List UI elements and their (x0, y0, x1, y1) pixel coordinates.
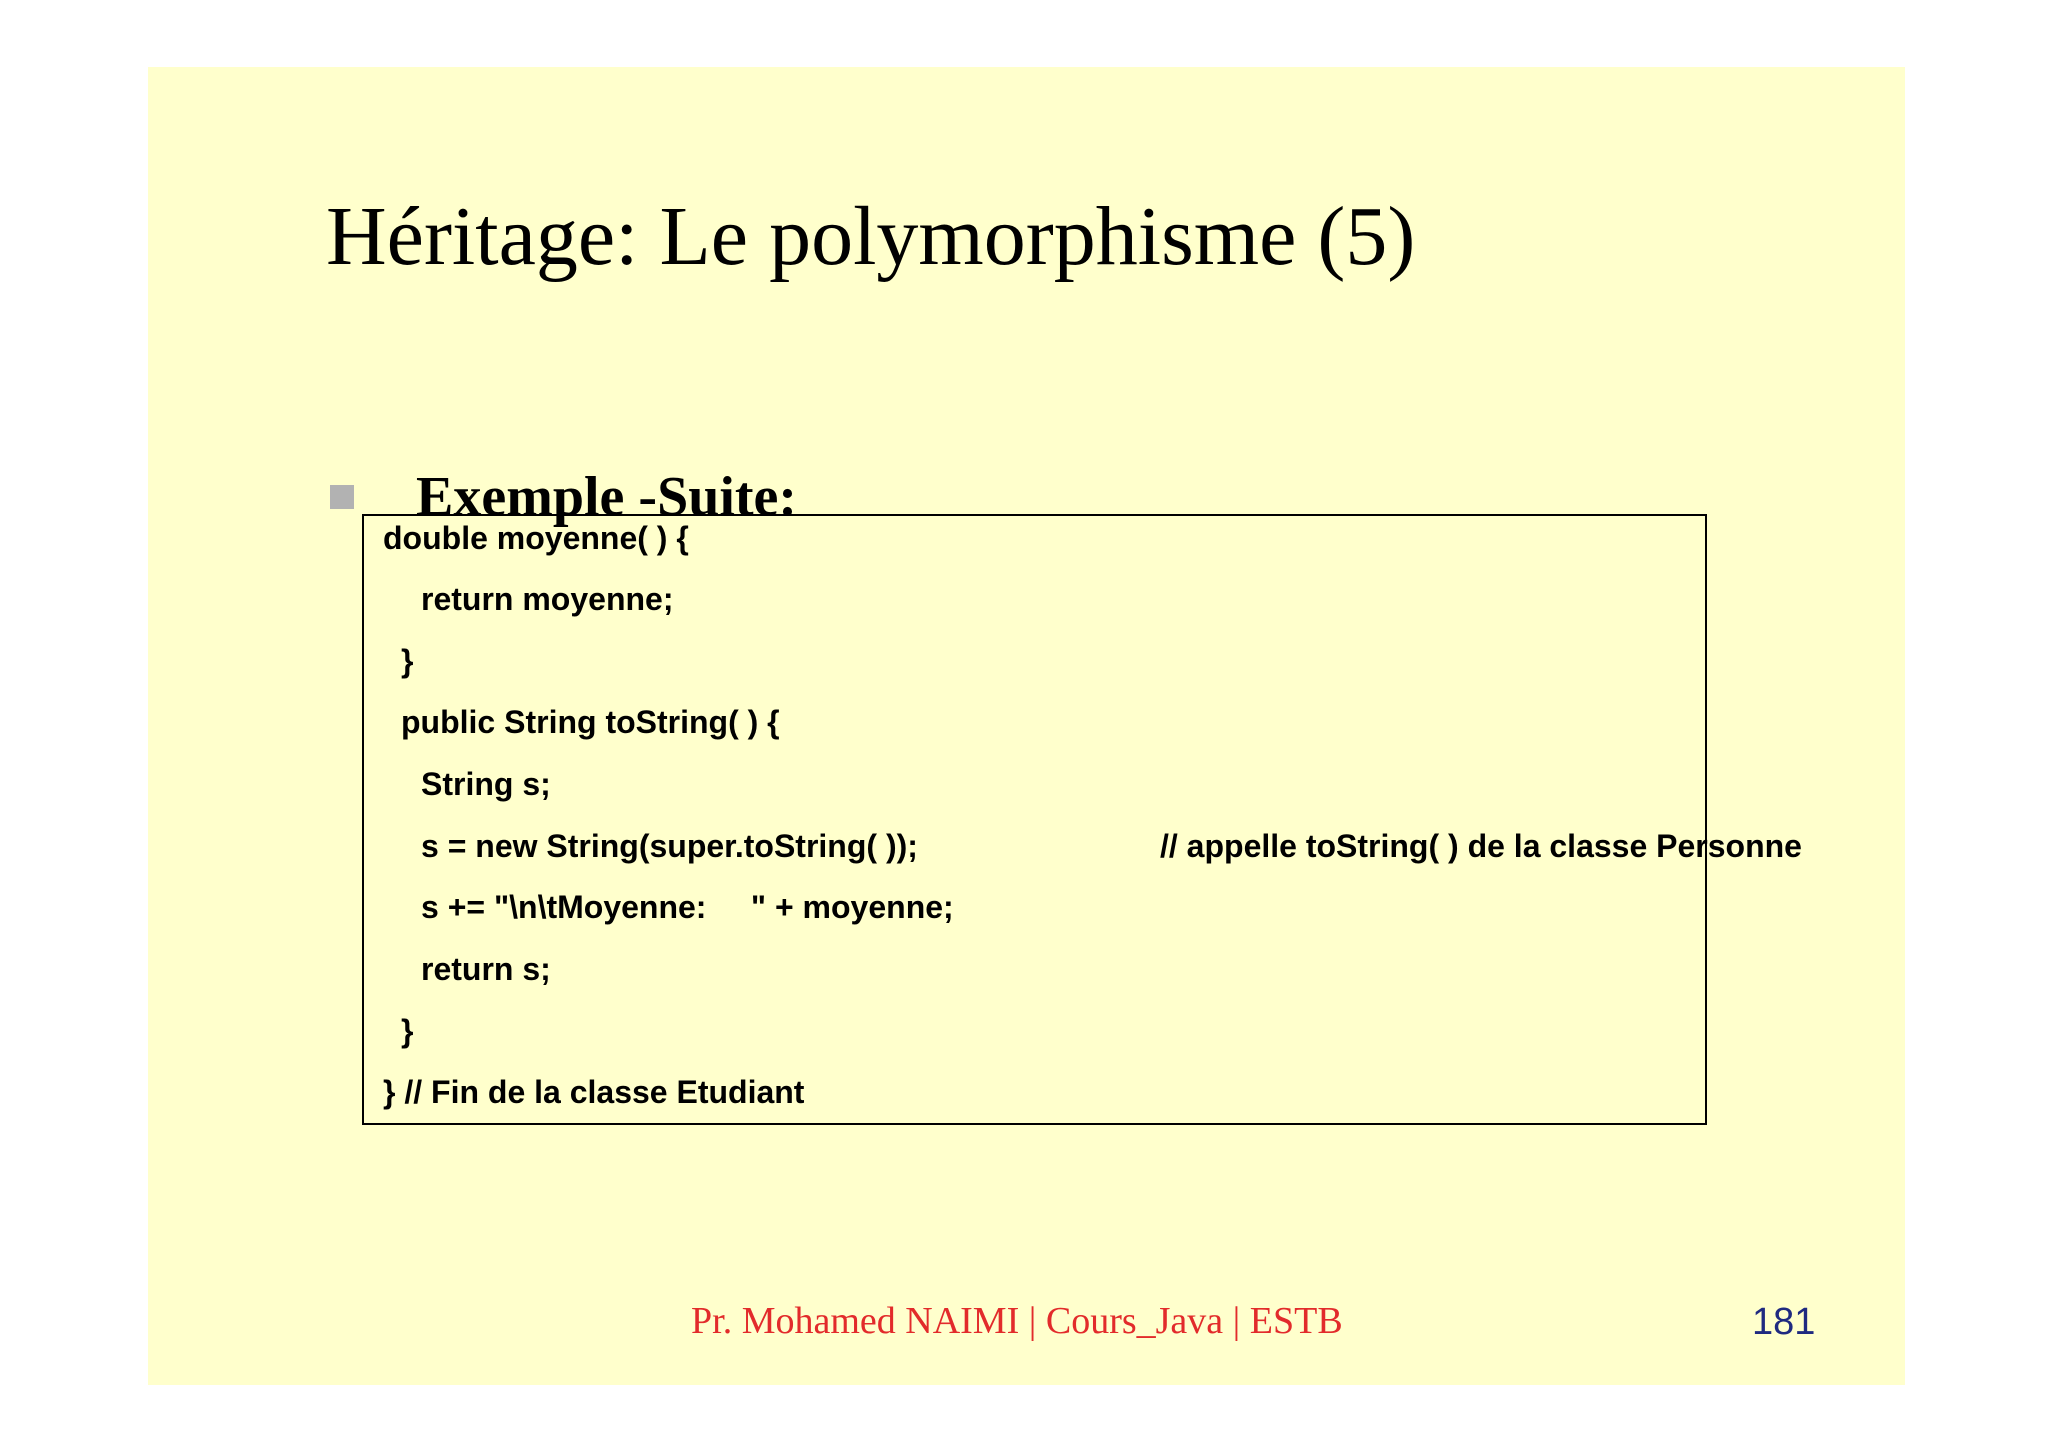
code-line: public String toString( ) { (401, 704, 780, 740)
code-line: String s; (421, 766, 551, 802)
code-line: return s; (421, 951, 551, 987)
footer-text: Pr. Mohamed NAIMI | Cours_Java | ESTB (691, 1300, 1343, 1342)
code-line: } // Fin de la classe Etudiant (383, 1074, 805, 1110)
page-number: 181 (1752, 1301, 1816, 1343)
slide-title: Héritage: Le polymorphisme (5) (326, 190, 1416, 283)
bullet-text: Exemple -Suite: (416, 466, 798, 528)
code-comment: // appelle toString( ) de la classe Personne (1160, 828, 1802, 864)
code-line: } (401, 643, 414, 679)
square-bullet-icon (330, 485, 354, 509)
code-line: } (401, 1013, 414, 1049)
code-line: return moyenne; (421, 581, 674, 617)
code-line: s += "\n\tMoyenne: " + moyenne; (421, 889, 954, 925)
code-line: double moyenne( ) { (383, 520, 689, 556)
slide (148, 67, 1905, 1385)
code-line: s = new String(super.toString( )); (421, 828, 918, 864)
code-block (362, 514, 1802, 1125)
